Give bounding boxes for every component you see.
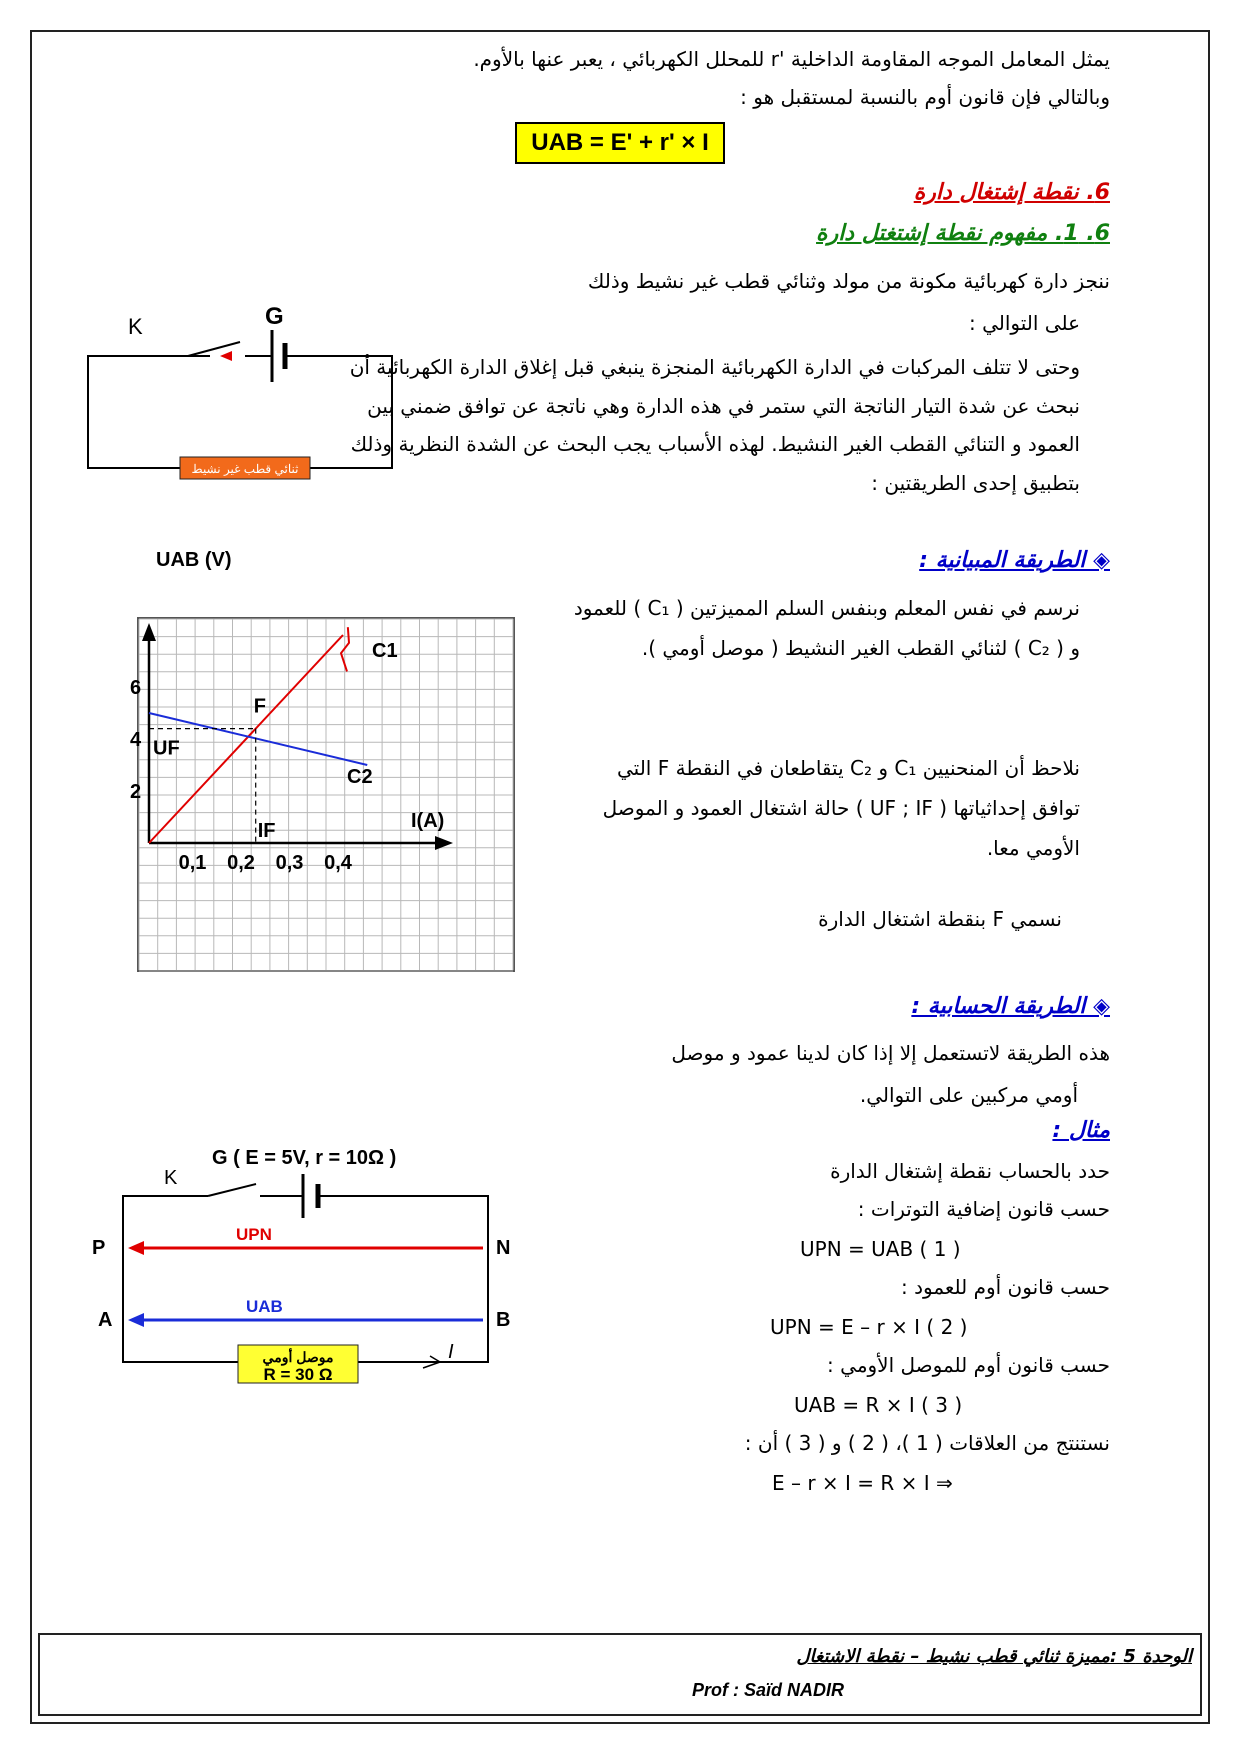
graphical-p2: نلاحظ أن المنحنيين C₁ و C₂ يتقاطعان في النقطة F التي توافق إحداثياتها ( UF ; IF ) حالة اشتغال العمود و الموصل الأومي معا. xyxy=(602,756,1080,860)
uab-arrow-icon xyxy=(128,1313,144,1327)
x-tick-label: 0,2 xyxy=(227,852,255,874)
resistor-label-line1: موصل أومي xyxy=(262,1349,334,1365)
circuit-generator-resistor xyxy=(88,1140,528,1390)
y-tick-label: 2 xyxy=(130,781,142,803)
footer-unit-title: الوحدة 5 :مميزة ثنائي قطب نشيط – نقطة الاشتغال xyxy=(796,1646,1192,1667)
uf-label: UF xyxy=(153,737,180,760)
graphical-p3: نسمي F بنقطة اشتغال الدارة xyxy=(818,907,1062,931)
y-tick-label: 6 xyxy=(130,677,142,699)
y-axis-label: UAB (V) xyxy=(156,549,232,571)
node-n: N xyxy=(496,1237,511,1259)
y-tick-label: 4 xyxy=(130,729,142,751)
current-label: I xyxy=(448,1341,454,1363)
equation-3: UAB = R × I ( 3 ) xyxy=(794,1393,963,1417)
example-line-2: حسب قانون إضافية التوترات : xyxy=(857,1197,1110,1221)
node-b: B xyxy=(496,1309,511,1331)
switch-label: K xyxy=(128,314,143,339)
generator2-label: G ( E = 5V, r = 10Ω ) xyxy=(212,1147,397,1169)
graphical-p1: نرسم في نفس المعلم وبنفس السلم المميزتين ( C₁ ) للعمود و ( C₂ ) لثنائي القطب الغير النشيط ( موصل أومي ). xyxy=(573,596,1080,660)
example-line-3: حسب قانون أوم للعمود : xyxy=(900,1275,1110,1299)
x-axis-label: I(A) xyxy=(411,810,445,832)
circuit2-wire-right xyxy=(318,1196,488,1362)
example-line-5: نستنتج من العلاقات ( 1 )، ( 2 ) و ( 3 ) أن : xyxy=(744,1431,1110,1455)
upn-arrow-icon xyxy=(128,1241,144,1255)
equation-1: UPN = UAB ( 1 ) xyxy=(800,1237,961,1261)
computational-p1-line2: أومي مركبين على التوالي. xyxy=(859,1083,1078,1107)
computational-p1-line1: هذه الطريقة لاتستعمل إلا إذا كان لدينا عمود و موصل xyxy=(671,1041,1110,1065)
circuit1-wire-left xyxy=(88,356,210,468)
equation-4: E – r × I = R × I ⇒ xyxy=(772,1471,953,1495)
section-6-p2: وحتى لا تتلف المركبات في الدارة الكهربائية المنجزة ينبغي قبل إغلاق الدارة الكهربائية أن نبحث عن شدة التيار الناتجة التي ستمر في هذه الدارة وهي ناتجة عن توافق ضمني بين العمود و التنائي القطب الغير النشيط. لهذه الأسباب يجب البحث عن الشدة النظرية وذلك بتطبيق إحدى الطريقتين : xyxy=(349,355,1080,495)
computational-method-title: ◈ الطريقة الحسابية : xyxy=(911,994,1110,1019)
receiver-ohm-law-formula: UAB = E' + r' × I xyxy=(515,122,725,164)
circuit-generator-passive-dipole xyxy=(80,300,410,490)
x-tick-label: 0,4 xyxy=(324,852,352,874)
section-6-title: 6. نقطة إشتغال دارة xyxy=(913,180,1110,205)
graphical-method-title: ◈ الطريقة المبيانية : xyxy=(919,548,1110,573)
uab-label: UAB xyxy=(246,1297,283,1316)
characteristic-curves-chart xyxy=(130,549,515,972)
section-6-p1-line2: على التوالي : xyxy=(968,311,1080,335)
switch2-label: K xyxy=(164,1167,178,1189)
passive-dipole-label: ثنائي قطب غير نشيط xyxy=(191,462,299,476)
section-6-p1-line1: ننجز دارة كهربائية مكونة من مولد وثنائي قطب غير نشيط وذلك xyxy=(587,269,1110,293)
equation-2: UPN = E – r × I ( 2 ) xyxy=(770,1315,968,1339)
switch-k xyxy=(188,342,240,356)
example-title: مثال : xyxy=(1052,1118,1110,1143)
c1-label: C1 xyxy=(372,640,398,662)
node-p: P xyxy=(92,1237,106,1259)
current-arrow-icon xyxy=(220,351,232,361)
upn-label: UPN xyxy=(236,1225,272,1244)
circuit2-wire-left xyxy=(123,1196,238,1362)
point-f-label: F xyxy=(253,695,266,718)
example-line-1: حدد بالحساب نقطة إشتغال الدارة xyxy=(830,1159,1110,1183)
section-6-1-title: 6. 1. مفهوم نقطة إشتغتل دارة xyxy=(816,221,1110,246)
intro-line-2: وبالتالي فإن قانون أوم بالنسبة لمستقبل هو : xyxy=(740,85,1110,109)
node-a: A xyxy=(98,1309,113,1331)
footer-author: Prof : Saïd NADIR xyxy=(692,1680,845,1700)
x-tick-label: 0,3 xyxy=(275,852,304,874)
intro-line-1: يمثل المعامل الموجه المقاومة الداخلية 'r للمحلل الكهربائي ، يعبر عنها بالأوم. xyxy=(473,47,1110,71)
x-tick-label: 0,1 xyxy=(178,852,207,874)
c2-label: C2 xyxy=(347,766,373,788)
if-label: IF xyxy=(257,820,276,842)
generator-label: G xyxy=(265,303,284,330)
switch-k2 xyxy=(208,1184,256,1196)
resistor-label-line2: R = 30 Ω xyxy=(263,1365,333,1384)
circuit1-wire-right xyxy=(285,356,392,468)
example-line-4: حسب قانون أوم للموصل الأومي : xyxy=(827,1353,1110,1377)
